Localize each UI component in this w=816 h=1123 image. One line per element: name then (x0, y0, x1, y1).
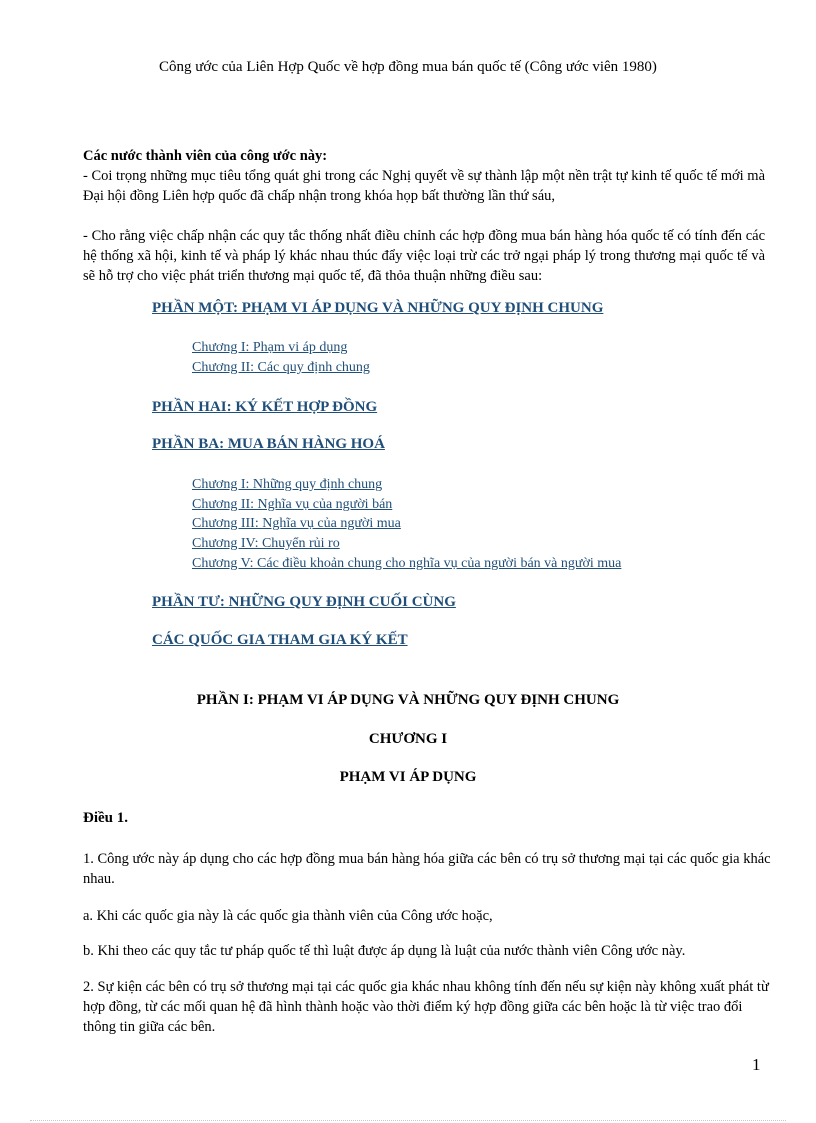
paragraph-text: a. Khi các quốc gia này là các quốc gia thành viên của Công ước hoặc, (83, 908, 493, 924)
paragraph-text: 1. Công ước này áp dụng cho các hợp đồng mua bán hàng hóa giữa các bên có trụ sở thương mại tại các quốc gia khác nhau. (83, 851, 771, 887)
document-header-title: Công ước của Liên Hợp Quốc về hợp đồng mua bán quốc tế (Công ước viên 1980) (159, 59, 657, 75)
article-paragraph-2 (83, 977, 773, 1037)
intro-paragraph-1: - Coi trọng những mục tiêu tổng quát ghi trong các Nghị quyết về sự thành lập một nền trật tự kinh tế quốc tế mới mà Đại hội đồng Liên hợp quốc đã chấp nhận trong khóa họp bất thường lần thứ sáu, (83, 168, 766, 204)
part-heading: PHẦN I: PHẠM VI ÁP DỤNG VÀ NHỮNG QUY ĐỊNH CHUNG (196, 692, 620, 708)
toc-link-signatories[interactable]: CÁC QUỐC GIA THAM GIA KÝ KẾT (152, 632, 408, 648)
intro-paragraph-2: - Cho rằng việc chấp nhận các quy tắc thống nhất điều chỉnh các hợp đồng mua bán hàng hóa quốc tế có tính đến các hệ thống xã hội, kinh tế và pháp lý khác nhau thúc đẩy việc loại trừ các trở ngại pháp lý trong thương mại quốc tế và sẽ hỗ trợ cho việc phát triển thương mại quốc tế, đã thỏa thuận những điều sau: (83, 228, 765, 284)
toc-link-part-3[interactable]: PHẦN BA: MUA BÁN HÀNG HOÁ (152, 436, 385, 452)
article-clause-b (83, 941, 773, 961)
toc-link-part-2[interactable]: PHẦN HAI: KÝ KẾT HỢP ĐỒNG (152, 399, 378, 415)
toc-link-part3-chapter-4[interactable]: Chương IV: Chuyển rủi ro (192, 536, 340, 551)
toc-link-part3-chapter-5[interactable]: Chương V: Các điều khoản chung cho nghĩa vụ của người bán và người mua (192, 556, 622, 571)
chapter-heading: CHƯƠNG I (368, 731, 448, 747)
page-bottom-divider (30, 1120, 786, 1121)
toc-link-part-4[interactable]: PHẦN TƯ: NHỮNG QUY ĐỊNH CUỐI CÙNG (152, 594, 456, 610)
toc-link-part3-chapter-3[interactable]: Chương III: Nghĩa vụ của người mua (192, 516, 401, 531)
article-heading: Điều 1. (83, 810, 128, 826)
intro-heading: Các nước thành viên của công ước này: (83, 148, 328, 164)
article-clause-a (83, 906, 773, 926)
chapter-title: PHẠM VI ÁP DỤNG (339, 769, 477, 785)
page-number: 1 (752, 1055, 761, 1074)
paragraph-text: 2. Sự kiện các bên có trụ sở thương mại tại các quốc gia khác nhau không tính đến nếu sự kiện này không xuất phát từ hợp đồng, từ các mối quan hệ đã hình thành hoặc vào thời điểm ký hợp đồng giữa các bên hoặc là từ việc trao đổi thông tin giữa các bên. (83, 979, 769, 1035)
toc-link-part3-chapter-2[interactable]: Chương II: Nghĩa vụ của người bán (192, 497, 393, 512)
toc-link-part1-chapter-1[interactable]: Chương I: Phạm vi áp dụng (192, 340, 348, 355)
toc-link-part1-chapter-2[interactable]: Chương II: Các quy định chung (192, 360, 370, 375)
intro-block (83, 146, 765, 286)
toc-link-part3-chapter-1[interactable]: Chương I: Những quy định chung (192, 477, 383, 492)
article-paragraph-1 (83, 849, 773, 889)
paragraph-text: b. Khi theo các quy tắc tư pháp quốc tế thì luật được áp dụng là luật của nước thành viên Công ước này. (83, 943, 686, 959)
toc-link-part-1[interactable]: PHẦN MỘT: PHẠM VI ÁP DỤNG VÀ NHỮNG QUY ĐỊNH CHUNG (152, 300, 604, 316)
